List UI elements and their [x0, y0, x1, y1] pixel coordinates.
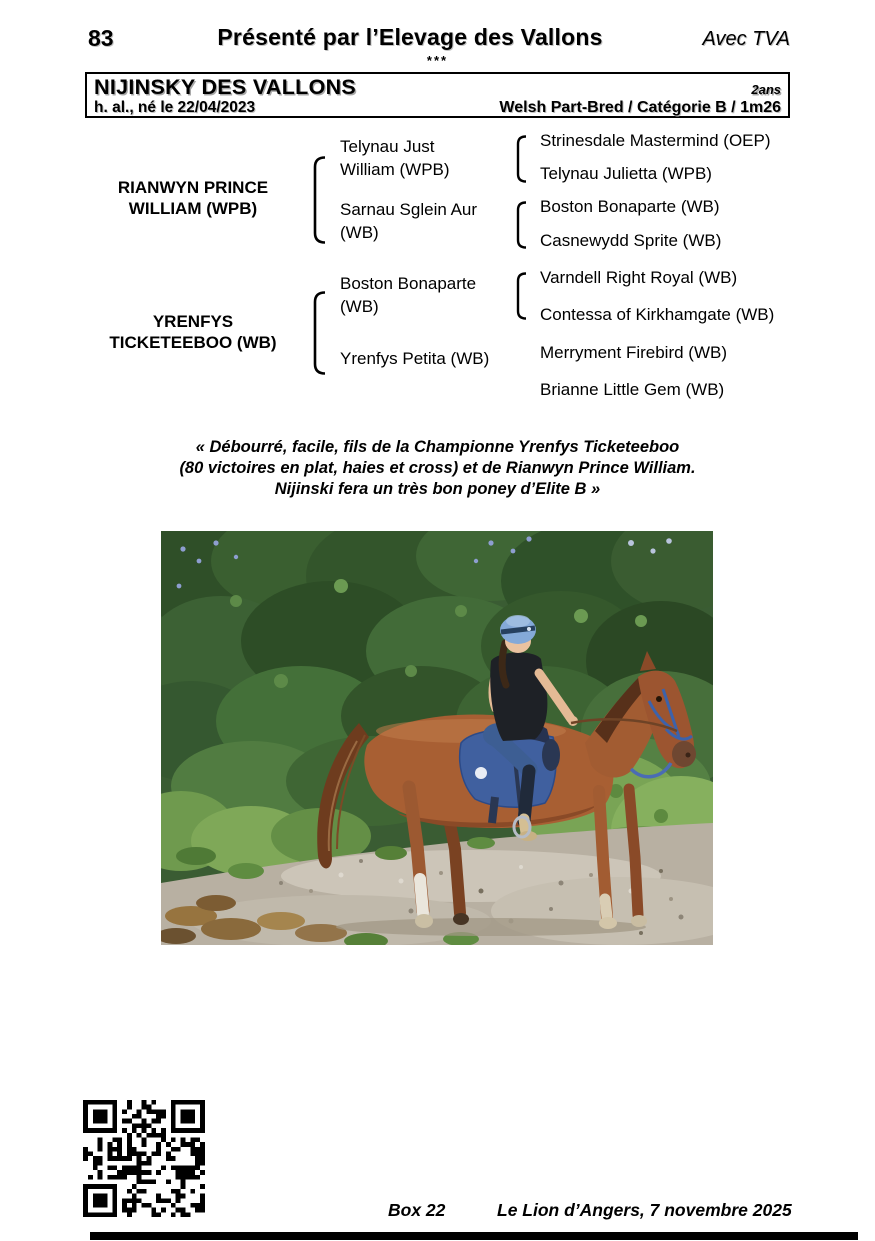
bottom-rule	[90, 1232, 858, 1240]
pedigree-bracket	[311, 156, 327, 244]
page-number: 83	[88, 25, 114, 51]
footer-box-number: Box 22	[388, 1200, 446, 1220]
horse-photo	[161, 531, 713, 945]
pedigree-gen3-item: Boston Bonaparte (WB)	[540, 197, 720, 216]
pedigree-bracket	[514, 135, 528, 183]
pedigree-gen2-item: Yrenfys Petita (WB)	[340, 349, 490, 368]
pedigree-gen2-item: Boston Bonaparte (WB)	[340, 274, 477, 316]
pedigree-gen3-item: Telynau Julietta (WPB)	[540, 164, 712, 183]
pedigree-gen3-item: Contessa of Kirkhamgate (WB)	[540, 305, 775, 324]
pedigree-bracket	[311, 291, 327, 375]
footer-location-date: Le Lion d’Angers, 7 novembre 2025	[497, 1200, 792, 1220]
qr-code	[83, 1100, 205, 1217]
horse-breed-info: Welsh Part-Bred / Catégorie B / 1m26	[499, 99, 781, 116]
sale-quote-line: Nijinski fera un très bon poney d’Elite B »	[274, 480, 601, 498]
pedigree-gen3-item: Casnewydd Sprite (WB)	[540, 231, 722, 250]
horse-birth-info: h. al., né le 22/04/2023	[94, 99, 256, 116]
pedigree-sire: RIANWYN PRINCE WILLIAM (WPB)	[117, 178, 269, 218]
sale-quote-line: (80 victoires en plat, haies et cross) et de Rianwyn Prince William.	[179, 459, 696, 477]
horse-name: NIJINSKY DES VALLONS	[94, 75, 357, 99]
pedigree-gen3-item: Varndell Right Royal (WB)	[540, 268, 738, 287]
pedigree-gen3-item: Merryment Firebird (WB)	[540, 343, 728, 362]
pedigree-gen3-item: Brianne Little Gem (WB)	[540, 380, 725, 399]
horse-age: 2ans	[751, 82, 781, 97]
pedigree-bracket	[514, 201, 528, 249]
page-title: Présenté par l’Elevage des Vallons	[217, 24, 603, 50]
sale-quote-line: « Débourré, facile, fils de la Championne Yrenfys Ticketeeboo	[195, 438, 680, 456]
horse-header-box	[85, 72, 790, 118]
pedigree-gen2-item: Telynau Just William (WPB)	[340, 137, 450, 179]
pedigree-gen3-item: Strinesdale Mastermind (OEP)	[540, 131, 771, 150]
stars-separator: ***	[426, 53, 449, 68]
pedigree-bracket	[514, 272, 528, 320]
pedigree-gen2-item: Sarnau Sglein Aur (WB)	[340, 200, 478, 242]
pedigree-dam: YRENFYS TICKETEEBOO (WB)	[109, 312, 277, 352]
tva-note: Avec TVA	[702, 28, 790, 50]
